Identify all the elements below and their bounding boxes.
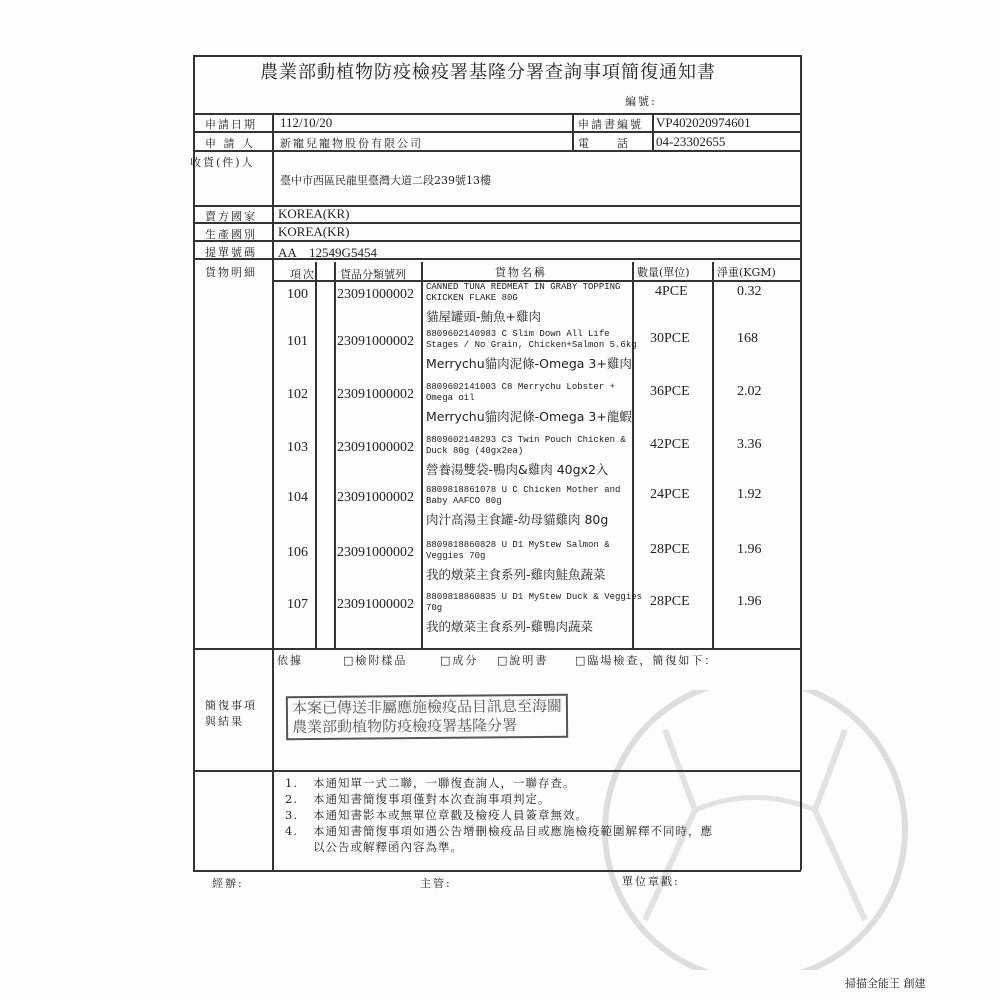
header-desc: 貨物名稱 — [495, 266, 547, 279]
item-no: 100 — [287, 287, 308, 302]
appno-value: VP402020974601 — [656, 115, 751, 130]
item-qty: 36PCE — [650, 384, 690, 399]
item-weight: 168 — [737, 331, 758, 346]
date-value: 112/10/20 — [280, 115, 333, 130]
item-qty: 28PCE — [650, 542, 690, 557]
phone-label: 電 話 — [578, 137, 630, 150]
official-stamp — [286, 694, 568, 740]
item-no: 107 — [287, 597, 308, 612]
item-chinese-name: 肉汁高湯主食罐-幼母貓雞肉 80g — [426, 512, 609, 527]
note-number: 1. — [285, 776, 298, 790]
item-no: 106 — [287, 545, 308, 560]
item-no: 102 — [287, 387, 308, 402]
seller-value: KOREA(KR) — [278, 206, 350, 221]
note-number: 4. — [285, 824, 298, 838]
item-desc: 8809818861078 U C Chicken Mother and Baby AAFCO 80g — [426, 485, 621, 506]
applicant-value: 新寵兒寵物股份有限公司 — [280, 137, 423, 150]
handler-label: 經辦: — [212, 877, 244, 890]
applicant-label: 申 請 人 — [205, 137, 255, 150]
seal-label: 單位章戳: — [622, 875, 680, 888]
appno-label: 申請書編號 — [578, 118, 643, 131]
item-weight: 1.96 — [737, 542, 762, 557]
bl-value: AA 12549G5454 — [278, 245, 377, 260]
item-chinese-name: 我的燉菜主食系列-雞鴨肉蔬菜 — [426, 619, 594, 634]
serial-label: 編號: — [625, 95, 657, 108]
item-qty: 28PCE — [650, 594, 690, 609]
note-text: 本通知書簡復事項如遇公告增刪檢疫品目或應施檢疫範圍解釋不同時，應 — [313, 824, 713, 838]
note-item — [285, 791, 551, 807]
item-chinese-name: 我的燉菜主食系列-雞肉鮭魚蔬菜 — [426, 567, 606, 582]
item-qty: 24PCE — [650, 487, 690, 502]
option-ingredient[interactable]: □成分 — [440, 654, 479, 667]
item-desc: 8809818860828 U D1 MyStew Salmon & Veggies 70g — [426, 540, 610, 561]
item-weight: 3.36 — [737, 437, 762, 452]
item-no: 101 — [287, 334, 308, 349]
option-label: 臨場檢查，簡復如下： — [587, 654, 718, 667]
item-chinese-name: Merrychu貓肉泥條-Omega 3+雞肉 — [426, 356, 632, 371]
option-manual[interactable]: □說明書 — [497, 654, 549, 667]
item-qty: 30PCE — [650, 331, 690, 346]
note-text: 本通知單一式二聯，一聯復查詢人，一聯存查。 — [313, 776, 576, 790]
header-qty: 數量(單位) — [637, 266, 690, 279]
item-desc: 8809602140983 C Slim Down All Life Stages / No Grain, Chicken+Salmon 5.6kg — [426, 329, 637, 350]
item-code: 23091000002 — [337, 490, 414, 505]
item-weight: 1.92 — [737, 487, 762, 502]
seller-label: 賣方國家 — [205, 210, 257, 223]
note-text: 本通知書簡復事項僅對本次查詢事項判定。 — [313, 792, 551, 806]
item-code: 23091000002 — [337, 334, 414, 349]
header-no: 項次 — [290, 268, 316, 281]
document-title: 農業部動植物防疫檢疫署基隆分署查詢事項簡復通知書 — [260, 62, 716, 83]
phone-value: 04-23302655 — [656, 134, 726, 149]
note-item — [285, 807, 588, 823]
stamp-line-1: 本案已傳送非屬應施檢疫品目訊息至海關 — [291, 696, 563, 718]
goods-label: 貨物明細 — [205, 266, 257, 279]
reply-label-1: 簡復事項 — [205, 699, 257, 712]
reply-label-2: 與結果 — [205, 715, 244, 728]
consignee-label: 收貨(件)人 — [190, 156, 255, 169]
basis-label: 依據 — [277, 654, 303, 667]
stamp-line-2: 農業部動植物防疫檢疫署基隆分署 — [292, 716, 518, 737]
item-desc: 8809602141003 C8 Merrychu Lobster + Omega oil — [426, 382, 616, 403]
note-text: 本通知書影本或無單位章戳及檢疫人員簽章無效。 — [313, 808, 588, 822]
item-desc: 8809818860835 U D1 MyStew Duck & Veggies 70g — [426, 592, 643, 613]
option-label: 說明書 — [509, 654, 549, 667]
option-label: 檢附樣品 — [355, 654, 408, 667]
item-weight: 2.02 — [737, 384, 762, 399]
header-code: 貨品分類號列 — [340, 268, 406, 281]
bl-label: 提單號碼 — [205, 246, 257, 259]
reply-label — [205, 697, 257, 729]
note-item — [285, 823, 713, 839]
note-item — [285, 775, 576, 791]
item-desc: CANNED TUNA REDMEAT IN GRABY TOPPING CKICKEN FLAKE 80G — [426, 282, 621, 303]
item-weight: 0.32 — [737, 284, 762, 299]
date-label: 申請日期 — [205, 118, 257, 131]
item-qty: 4PCE — [655, 284, 688, 299]
item-qty: 42PCE — [650, 437, 690, 452]
supervisor-label: 主管: — [420, 877, 452, 890]
item-desc: 8809602148293 C3 Twin Pouch Chicken & Duck 80g (40gx2ea) — [426, 435, 626, 456]
note-text: 以公告或解釋函內容為準。 — [313, 840, 463, 854]
item-code: 23091000002 — [337, 545, 414, 560]
item-chinese-name: 營養湯雙袋-鴨肉&雞肉 40gx2入 — [426, 462, 609, 477]
item-no: 103 — [287, 440, 308, 455]
option-onsite[interactable]: □臨場檢查，簡復如下： — [575, 654, 718, 667]
item-code: 23091000002 — [337, 287, 414, 302]
item-no: 104 — [287, 490, 308, 505]
item-code: 23091000002 — [337, 440, 414, 455]
note-item — [285, 839, 463, 855]
header-weight: 淨重(KGM) — [717, 266, 776, 279]
option-sample[interactable]: □檢附樣品 — [343, 654, 408, 667]
origin-value: KOREA(KR) — [278, 224, 350, 239]
consignee-value: 臺中市西區民龍里臺灣大道二段239號13樓 — [280, 174, 491, 187]
note-number: 2. — [285, 792, 298, 806]
item-code: 23091000002 — [337, 597, 414, 612]
scanner-caption: 掃描全能王 創建 — [845, 977, 926, 990]
option-label: 成分 — [452, 654, 479, 667]
note-number: 3. — [285, 808, 298, 822]
item-chinese-name: 貓屋罐頭-鮪魚+雞肉 — [426, 309, 541, 324]
item-chinese-name: Merrychu貓肉泥條-Omega 3+龍蝦 — [426, 409, 632, 424]
item-code: 23091000002 — [337, 387, 414, 402]
origin-label: 生產國別 — [205, 228, 257, 241]
item-weight: 1.96 — [737, 594, 762, 609]
